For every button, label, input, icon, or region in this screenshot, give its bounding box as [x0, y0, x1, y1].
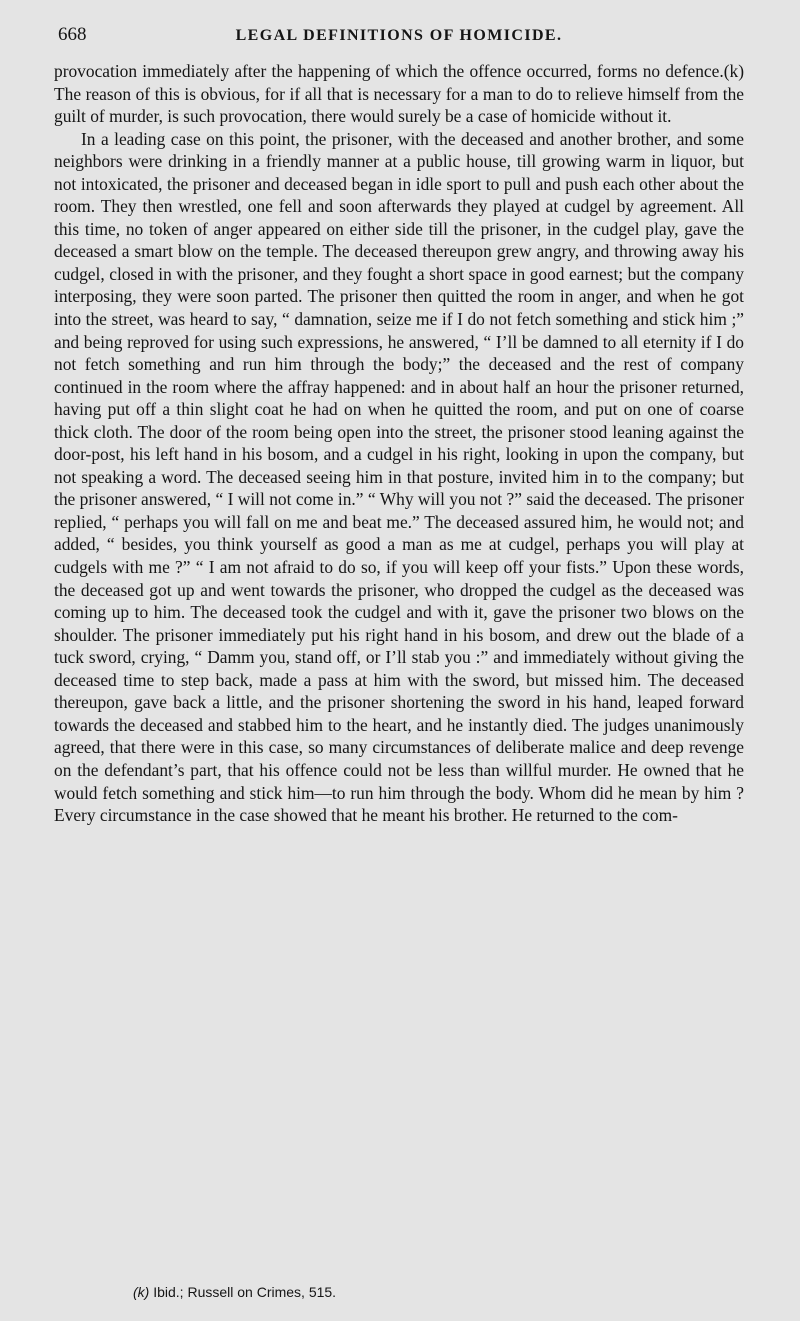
footnote-mark: (k) — [133, 1284, 150, 1300]
page-number: 668 — [58, 24, 87, 45]
running-head — [54, 20, 744, 50]
footnote-text: Ibid.; Russell on Crimes, 515. — [149, 1284, 337, 1300]
paragraph-leading-case: In a leading case on this point, the prisoner, with the deceased and another brother, and some neighbors were drinking in a friendly manner at a public house, till growing warm in liquor, but not intoxicated, the prisoner and deceased began in idle sport to pull and push each other about the room. They then wrestled, one fell and soon afterwards they played at cudgel by agreement. All this time, no token of anger appeared on either side till the prisoner, in the cudgel play, gave the deceased a smart blow on the temple. The deceased thereupon grew angry, and throwing away his cudgel, closed in with the prisoner, and they fought a short space in good earnest; but the company interposing, they were soon parted. The prisoner then quitted the room in anger, and when he got into the street, was heard to say, “ damnation, seize me if I do not fetch something and stick him ;” and being reproved for using such expressions, he answered, “ I’ll be damned to all eternity if I do not fetch something and run him through the body;” the deceased and the rest of company continued in the room where the affray happened: and in about half an hour the prisoner returned, having put off a thin slight coat he had on when he quitted the room, and put on one of coarse thick cloth. The door of the room being open into the street, the prisoner stood leaning against the door-post, his left hand in his bosom, and a cudgel in his right, looking in upon the company, but not speaking a word. The deceased seeing him in that posture, invited him in to the company; but the prisoner answered, “ I will not come in.” “ Why will you not ?” said the deceased. The prisoner replied, “ perhaps you will fall on me and beat me.” The deceased assured him, he would not; and added, “ besides, you think yourself as good a man as me at cudgel, perhaps you will play at cudgels with me ?” “ I am not afraid to do so, if you will keep off your fists.” Upon these words, the deceased got up and went towards the prisoner, who dropped the cudgel as the deceased was coming up to him. The deceased took the cudgel and with it, gave the prisoner two blows on the shoulder. The prisoner immediately put his right hand in his bosom, and drew out the blade of a tuck sword, crying, “ Damm you, stand off, or I’ll stab you :” and immediately without giving the deceased time to step back, made a pass at him with the sword, but missed him. The deceased thereupon, gave back a little, and the prisoner shortening the sword in his hand, leaped forward towards the deceased and stabbed him to the heart, and he instantly died. The judges unanimously agreed, that there were in this case, so many circumstances of deliberate malice and deep revenge on the defendant’s part, that his offence could not be less than willful murder. He owned that he would fetch something and stick him—to run him through the body. Whom did he mean by him ? Every circumstance in the case showed that he meant his brother. He returned to the com- — [54, 128, 744, 826]
paragraph-continued: provocation immediately after the happening of which the offence occurred, forms no defence.(k) The reason of this is obvious, for if all that is necessary for a man to do to relieve himself from the guilt of murder, is such provocation, there would surely be a case of homicide without it. — [54, 61, 744, 127]
running-title: LEGAL DEFINITIONS OF HOMICIDE. — [235, 27, 563, 44]
body-text — [54, 60, 744, 827]
footnote — [133, 1284, 336, 1300]
